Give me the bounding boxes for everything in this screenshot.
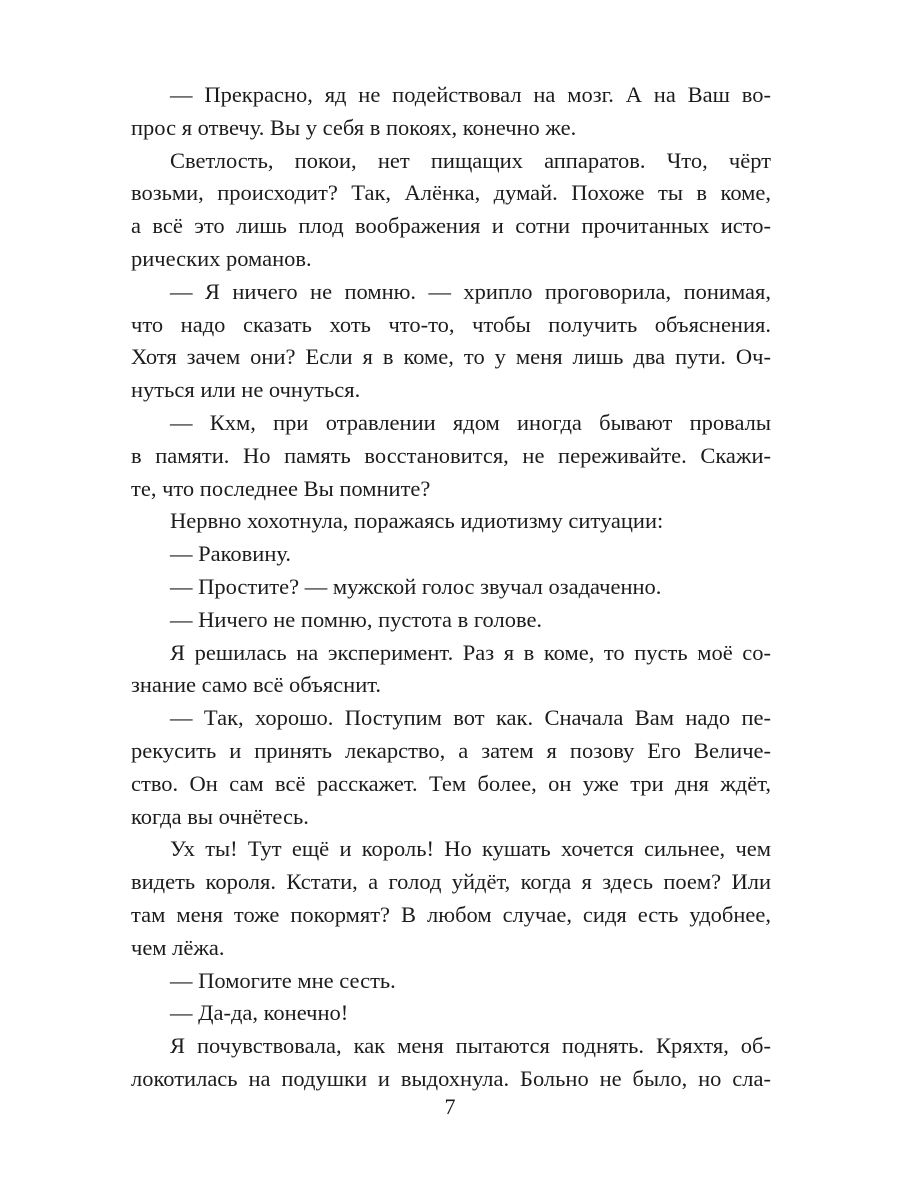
text-line: — Ничего не помню, пустота в голове. (170, 606, 543, 632)
text-line: — Кхм, при отравлении ядом иногда бывают провалы (170, 409, 771, 435)
text-line: Ух ты! Тут ещё и король! Но кушать хочется сильнее, чем (170, 836, 771, 862)
page-number: 7 (444, 1094, 456, 1119)
text-line: — Простите? — мужской голос звучал озадаченно. (170, 573, 662, 599)
text-line: — Прекрасно, яд не подействовал на мозг. А на Ваш во- (170, 82, 771, 107)
text-line: Хотя зачем они? Если я в коме, то у меня лишь два пути. Оч- (131, 344, 771, 370)
text-line: когда вы очнётесь. (131, 803, 309, 829)
text-line: — Да-да, конечно! (170, 1000, 349, 1026)
text-line: чем лёжа. (131, 934, 225, 960)
text-line: а всё это лишь плод воображения и сотни прочитанных исто- (131, 213, 771, 239)
text-line: — Так, хорошо. Поступим вот как. Сначала Вам надо пе- (170, 705, 771, 731)
text-line: — Я ничего не помню. — хрипло проговорила, понимая, (170, 278, 771, 304)
text-line: ство. Он сам всё расскажет. Тем более, он уже три дня ждёт, (131, 770, 771, 796)
text-line: Светлость, покои, нет пищащих аппаратов. Что, чёрт (170, 147, 771, 173)
text-line: в памяти. Но память восстановится, не переживайте. Скажи- (131, 442, 771, 468)
text-line: Я почувствовала, как меня пытаются поднять. Кряхтя, об- (170, 1033, 771, 1059)
text-line: знание само всё объяснит. (131, 672, 382, 698)
text-line: видеть короля. Кстати, а голод уйдёт, когда я здесь поем? Или (131, 869, 771, 895)
text-line: рекусить и принять лекарство, а затем я позову Его Величе- (131, 737, 771, 763)
body-text (131, 79, 771, 1096)
text-line: — Помогите мне сесть. (170, 967, 396, 993)
text-line: нуться или не очнуться. (131, 377, 361, 403)
text-line: прос я отвечу. Вы у себя в покоях, конечно же. (131, 114, 577, 140)
text-line: что надо сказать хоть что-то, чтобы получить объяснения. (131, 311, 771, 337)
text-line: те, что последнее Вы помните? (131, 475, 431, 501)
text-line: рических романов. (131, 245, 312, 271)
text-line: — Раковину. (170, 541, 291, 567)
text-line: локотилась на подушки и выдохнула. Больно не было, но сла- (131, 1065, 771, 1091)
text-line: Нервно хохотнула, поражаясь идиотизму ситуации: (170, 508, 664, 534)
text-line: Я решилась на эксперимент. Раз я в коме, то пусть моё со- (170, 639, 771, 665)
text-line: возьми, происходит? Так, Алёнка, думай. Похоже ты в коме, (131, 180, 771, 206)
text-line: там меня тоже покормят? В любом случае, сидя есть удобнее, (131, 901, 771, 927)
